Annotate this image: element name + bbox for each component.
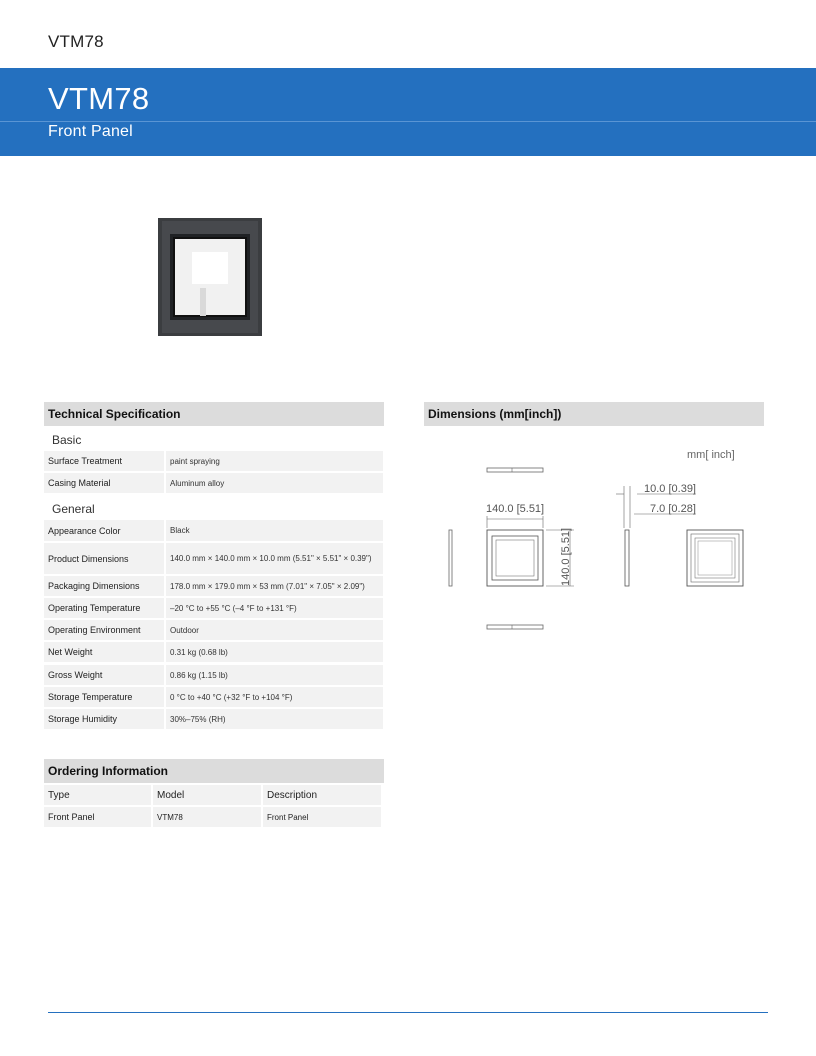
ordering-type-cell: Front Panel	[44, 807, 151, 827]
banner-divider	[0, 121, 816, 122]
dim-unit-label: mm[ inch]	[687, 449, 735, 461]
spec-key: Appearance Color	[44, 520, 164, 541]
spec-key: Storage Temperature	[44, 687, 164, 707]
dimensions-header: Dimensions (mm[inch])	[424, 402, 764, 426]
spec-row	[44, 620, 383, 640]
spec-key: Surface Treatment	[44, 451, 164, 471]
group-label-basic: Basic	[52, 433, 82, 447]
spec-row	[44, 598, 383, 618]
page-subtitle: Front Panel	[48, 123, 133, 140]
spec-row	[44, 451, 383, 471]
dim-width-label: 140.0 [5.51]	[486, 503, 545, 515]
spec-row	[44, 709, 383, 729]
dimension-drawing	[424, 428, 764, 648]
ordering-header: Ordering Information	[44, 759, 384, 783]
spec-key: Operating Temperature	[44, 598, 164, 618]
ordering-col-model: Model	[153, 785, 261, 805]
product-photo	[158, 218, 262, 336]
dim-height-label: 140.0 [5.51]	[560, 527, 572, 586]
spec-key: Product Dimensions	[44, 543, 164, 574]
ordering-col-type: Type	[44, 785, 151, 805]
spec-value: Aluminum alloy	[166, 473, 383, 493]
spec-row	[44, 473, 383, 493]
document-label: VTM78	[48, 32, 104, 51]
spec-row	[44, 520, 383, 541]
spec-value: paint spraying	[166, 451, 383, 471]
dim-inner-depth-label: 7.0 [0.28]	[650, 503, 696, 515]
spec-key: Operating Environment	[44, 620, 164, 640]
spec-key: Gross Weight	[44, 665, 164, 685]
spec-key: Net Weight	[44, 642, 164, 662]
ordering-column-headers	[44, 785, 383, 805]
dim-depth-label: 10.0 [0.39]	[644, 483, 696, 495]
spec-value: 30%–75% (RH)	[166, 709, 383, 729]
spec-key: Casing Material	[44, 473, 164, 493]
spec-value: Outdoor	[166, 620, 383, 640]
spec-row	[44, 642, 383, 662]
spec-value: 140.0 mm × 140.0 mm × 10.0 mm (5.51" × 5.51" × 0.39")	[166, 543, 383, 574]
table-row	[44, 807, 383, 827]
spec-value: 0.86 kg (1.15 lb)	[166, 665, 383, 685]
ordering-description-cell: Front Panel	[263, 807, 381, 827]
spec-value: –20 °C to +55 °C (–4 °F to +131 °F)	[166, 598, 383, 618]
ordering-col-description: Description	[263, 785, 381, 805]
spec-row	[44, 576, 383, 596]
tech-spec-header: Technical Specification	[44, 402, 384, 426]
spec-key: Packaging Dimensions	[44, 576, 164, 596]
title-banner	[0, 68, 816, 156]
spec-row	[44, 543, 383, 574]
spec-row	[44, 687, 383, 707]
spec-value: Black	[166, 520, 383, 541]
spec-value: 0.31 kg (0.68 lb)	[166, 642, 383, 662]
spec-row	[44, 665, 383, 685]
footer-divider	[48, 1012, 768, 1013]
ordering-model-cell: VTM78	[153, 807, 261, 827]
spec-value: 0 °C to +40 °C (+32 °F to +104 °F)	[166, 687, 383, 707]
page-title: VTM78	[48, 81, 150, 116]
spec-value: 178.0 mm × 179.0 mm × 53 mm (7.01" × 7.05" × 2.09")	[166, 576, 383, 596]
group-label-general: General	[52, 502, 95, 516]
spec-key: Storage Humidity	[44, 709, 164, 729]
